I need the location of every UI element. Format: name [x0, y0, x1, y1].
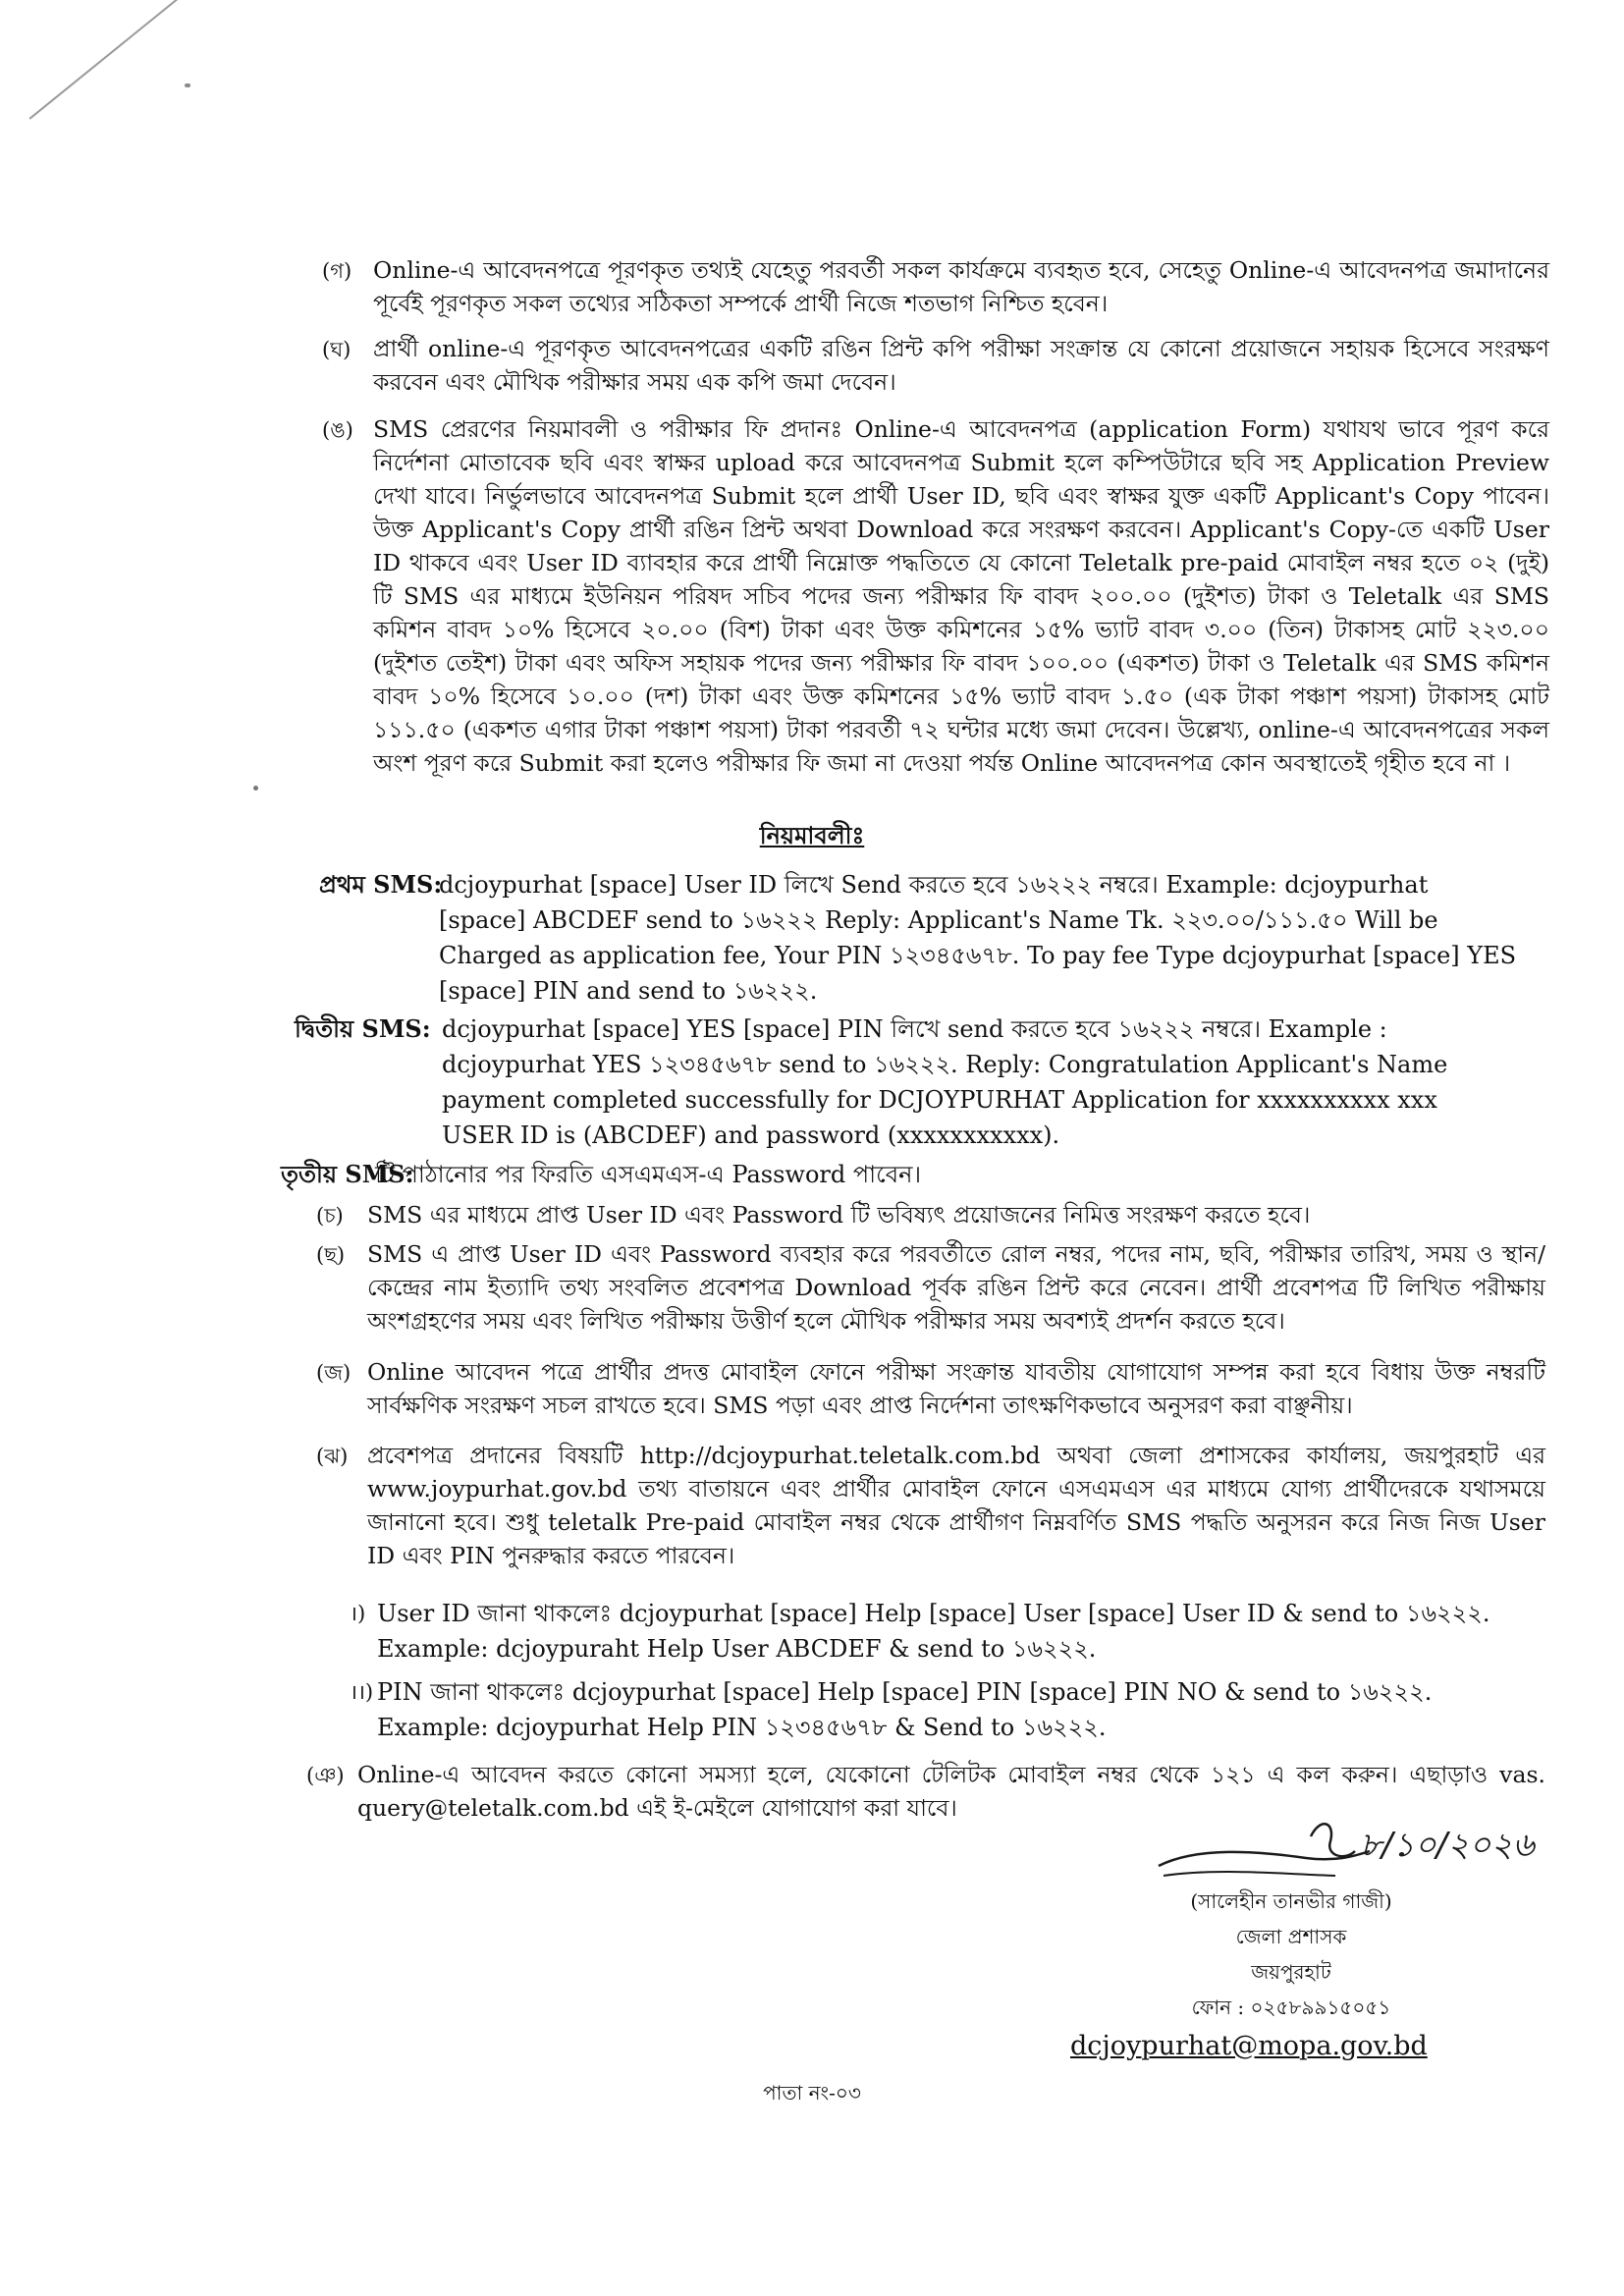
paragraph-text: Online-এ আবেদন করতে কোনো সমস্যা হলে, যেকোনো টেলিটক মোবাইল নম্বর থেকে ১২১ এ কল করুন। এছাড়াও vas. query@teletalk.com.bd এই ই-মেইলে যোগাযোগ করা যাবে।	[357, 1761, 1545, 1822]
paragraph-text: প্রবেশপত্র প্রদানের বিষয়টি http://dcjoypurhat.teletalk.com.bd অথবা জেলা প্রশাসকের কার্যালয়, জয়পুরহাট এর www.joypurhat.gov.bd তথ্য বাতায়নে এবং প্রার্থীর মোবাইল ফোনে এসএমএস এর মাধ্যমে যোগ্য প্রার্থীদেরকে যথাসময়ে জানানো হবে। শুধু teletalk Pre-paid মোবাইল নম্বর থেকে প্রার্থীগণ নিম্নবর্ণিত SMS পদ্ধতি অনুসরন করে নিজ নিজ User ID এবং PIN পুনরুদ্ধার করতে পারবেন।	[367, 1442, 1545, 1569]
recovery-example: Example: dcjoypurhat Help PIN ১২৩৪৫৬৭৮ & Send to ১৬২২২.	[377, 1714, 1107, 1741]
paragraph-cha	[316, 1198, 1545, 1233]
paragraph-ga	[322, 253, 1549, 320]
paragraph-marker: (জ)	[316, 1361, 352, 1385]
recovery-line: User ID জানা থাকলেঃ dcjoypurhat [space] Help [space] User [space] User ID & send to ১৬২২২.	[377, 1600, 1490, 1627]
paragraph-text: SMS এর মাধ্যমে প্রাপ্ত User ID এবং Password টি ভবিষ্যৎ প্রয়োজনের নিমিত্ত সংরক্ষণ করতে হবে।	[367, 1201, 1311, 1229]
paragraph-chha	[316, 1237, 1545, 1338]
scan-artifact-line	[29, 0, 251, 119]
paragraph-text: প্রার্থী online-এ পূরণকৃত আবেদনপত্রের একটি রঙিন প্রিন্ট কপি পরীক্ষা সংক্রান্ত যে কোনো প্রয়োজনে সহায়ক হিসেবে সংরক্ষণ করবেন এবং মৌখিক পরীক্ষার সময় এক কপি জমা দেবেন।	[373, 335, 1549, 396]
recovery-user-id	[350, 1596, 1547, 1667]
sms-step-text: টি পাঠানোর পর ফিরতি এসএমএস-এ Password পাবেন।	[375, 1161, 922, 1188]
signatory-district: জয়পুরহাট	[1251, 1960, 1331, 1984]
recovery-marker: ।)	[350, 1602, 366, 1625]
sms-step-third	[281, 1157, 1518, 1192]
paragraph-marker: (ঘ)	[322, 338, 352, 361]
paragraph-marker: (ঙ)	[322, 418, 353, 442]
paragraph-gha	[322, 332, 1549, 399]
paragraph-marker: (ঞ)	[306, 1764, 345, 1787]
signatory-designation: জেলা প্রশাসক	[1235, 1925, 1347, 1948]
paragraph-nga	[322, 412, 1549, 780]
paragraph-text: SMS প্রেরণের নিয়মাবলী ও পরীক্ষার ফি প্রদানঃ Online-এ আবেদনপত্র (application Form) যথাযথ ভাবে পূরণ করে নির্দেশনা মোতাবেক ছবি এবং স্বাক্ষর upload করে আবেদনপত্র Submit হলে কম্পিউটারে ছবি সহ Application Preview দেখা যাবে। নির্ভুলভাবে আবেদনপত্র Submit হলে প্রার্থী User ID, ছবি এবং স্বাক্ষর যুক্ত একটি Applicant's Copy পাবেন। উক্ত Applicant's Copy প্রার্থী রঙিন প্রিন্ট অথবা Download করে সংরক্ষণ করবেন। Applicant's Copy-তে একটি User ID থাকবে এবং User ID ব্যাবহার করে প্রার্থী নিম্নোক্ত পদ্ধতিতে যে কোনো Teletalk pre-paid মোবাইল নম্বর হতে ০২ (দুই) টি SMS এর মাধ্যমে ইউনিয়ন পরিষদ সচিব পদের জন্য পরীক্ষার ফি বাবদ ২০০.০০ (দুইশত) টাকা ও Teletalk এর SMS কমিশন বাবদ ১০% হিসেবে ২০.০০ (বিশ) টাকা এবং উক্ত কমিশনের ১৫% ভ্যাট বাবদ ৩.০০ (তিন) টাকাসহ মোট ২২৩.০০ (দুইশত তেইশ) টাকা এবং অফিস সহায়ক পদের জন্য পরীক্ষার ফি বাবদ ১০০.০০ (একশত) টাকা ও Teletalk এর SMS কমিশন বাবদ ১০% হিসেবে ১০.০০ (দশ) টাকা এবং উক্ত কমিশনের ১৫% ভ্যাট বাবদ ১.৫০ (এক টাকা পঞ্চাশ পয়সা) টাকাসহ মোট ১১১.৫০ (একশত এগার টাকা পঞ্চাশ পয়সা) টাকা পরবর্তী ৭২ ঘন্টার মধ্যে জমা দেবেন। উল্লেখ্য, online-এ আবেদনপত্রের সকল অংশ পূরণ করে Submit করা হলেও পরীক্ষার ফি জমা না দেওয়া পর্যন্ত Online আবেদনপত্র কোন অবস্থাতেই গৃহীত হবে না ।	[373, 415, 1549, 777]
page-number: পাতা নং-০৩	[763, 2081, 861, 2105]
scan-artifact-dot	[253, 786, 258, 791]
recovery-line: PIN জানা থাকলেঃ dcjoypurhat [space] Help [space] PIN [space] PIN NO & send to ১৬২২২.	[377, 1678, 1433, 1706]
paragraph-text: Online আবেদন পত্রে প্রার্থীর প্রদত্ত মোবাইল ফোনে পরীক্ষা সংক্রান্ত যাবতীয় যোগাযোগ সম্পন্ন করা হবে বিধায় উক্ত নম্বরটি সার্বক্ষণিক সংরক্ষণ সচল রাখতে হবে। SMS পড়া এবং প্রাপ্ত নির্দেশনা তাৎক্ষণিকভাবে অনুসরণ করা বাঞ্ছনীয়।	[367, 1358, 1545, 1419]
paragraph-ja	[316, 1355, 1545, 1422]
paragraph-marker: (ঝ)	[316, 1445, 349, 1468]
sms-step-label: দ্বিতীয় SMS:	[295, 1014, 431, 1043]
paragraph-text: SMS এ প্রাপ্ত User ID এবং Password ব্যবহার করে পরবর্তীতে রোল নম্বর, পদের নাম, ছবি, পরীক্ষার তারিখ, সময় ও স্থান/কেন্দ্রের নাম ইত্যাদি তথ্য সংবলিত প্রবেশপত্র Download পূর্বক রঙিন প্রিন্ট করে নেবেন। প্রার্থী প্রবেশপত্র টি লিখিত পরীক্ষায় অংশগ্রহণের সময় এবং লিখিত পরীক্ষায় উত্তীর্ণ হলে মৌখিক পরীক্ষার সময় অবশ্যই প্রদর্শন করতে হবে।	[367, 1240, 1545, 1335]
svg-text:৮/১০/২০২৬: ৮/১০/২০২৬	[1360, 1826, 1535, 1865]
rules-heading: নিয়মাবলীঃ	[759, 821, 865, 849]
paragraph-jha	[316, 1439, 1545, 1572]
scan-artifact-dot	[185, 83, 190, 87]
paragraph-marker: (গ)	[322, 259, 352, 283]
sms-step-text: dcjoypurhat [space] YES [space] PIN লিখে send করতে হবে ১৬২২২ নম্বরে। Example : dcjoypurhat YES ১২৩৪৫৬৭৮ send to ১৬২২২. Reply: Congratulation Applicant's Name payment completed successfully for DCJOYPURHAT Application for xxxxxxxxxx xxx USER ID is (ABCDEF) and password (xxxxxxxxxxx).	[442, 1015, 1448, 1149]
sms-step-label: তৃতীয় SMS:	[281, 1160, 414, 1188]
signature-block	[1129, 1884, 1453, 2025]
paragraph-text: Online-এ আবেদনপত্রে পূরণকৃত তথ্যই যেহেতু পরবর্তী সকল কার্যক্রমে ব্যবহৃত হবে, সেহেতু Online-এ আবেদনপত্র জমাদানের পূর্বেই পূরণকৃত সকল তথ্যের সঠিকতা সম্পর্কে প্রার্থী নিজে শতভাগ নিশ্চিত হবেন।	[373, 256, 1549, 317]
sms-step-label: প্রথম SMS:	[319, 870, 443, 899]
recovery-pin	[350, 1674, 1547, 1745]
sms-step-text: dcjoypurhat [space] User ID লিখে Send করতে হবে ১৬২২২ নম্বরে। Example: dcjoypurhat [space] ABCDEF send to ১৬২২২ Reply: Applicant's Name Tk. ২২৩.০০/১১১.৫০ Will be Charged as application fee, Your PIN ১২৩৪৫৬৭৮. To pay fee Type dcjoypurhat [space] YES [space] PIN and send to ১৬২২২.	[439, 871, 1517, 1005]
paragraph-marker: (চ)	[316, 1204, 344, 1228]
signatory-email[interactable]: dcjoypurhat@mopa.gov.bd	[1070, 2031, 1428, 2061]
paragraph-marker: (ছ)	[316, 1243, 346, 1267]
signatory-phone: ফোন : ০২৫৮৯৯১৫০৫১	[1191, 1995, 1391, 2019]
handwritten-signature	[1139, 1797, 1535, 1886]
sms-step-second	[295, 1011, 1522, 1153]
sms-step-first	[319, 867, 1527, 1009]
recovery-marker: ।।)	[350, 1680, 374, 1704]
signatory-name: (সালেহীন তানভীর গাজী)	[1190, 1889, 1392, 1913]
recovery-example: Example: dcjoypuraht Help User ABCDEF & send to ১৬২২২.	[377, 1635, 1097, 1663]
